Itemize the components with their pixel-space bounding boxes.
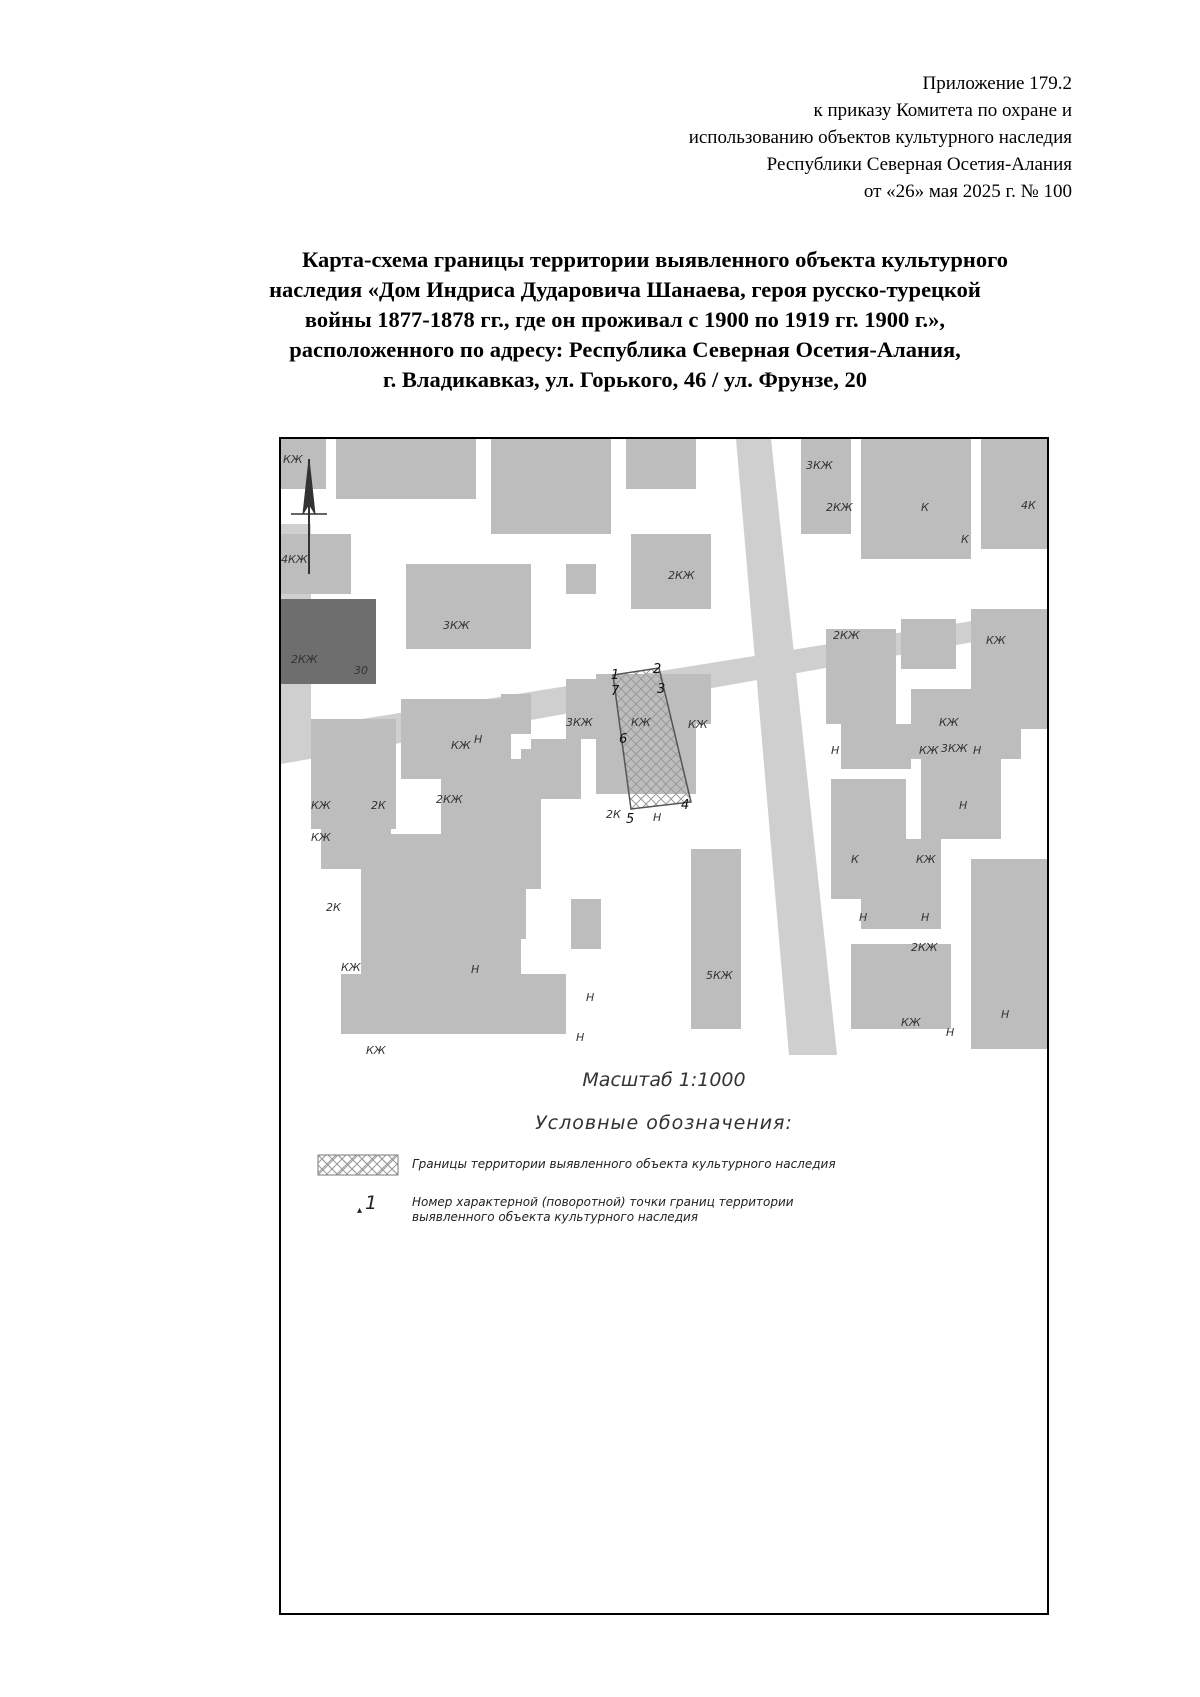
building-label: Н (859, 911, 868, 924)
boundary-point-label: 5 (626, 812, 635, 827)
header-line: к приказу Комитета по охране и (813, 100, 1072, 121)
building (681, 674, 711, 724)
building-label: 30 (354, 664, 368, 677)
building-label: Н (471, 963, 480, 976)
boundary-point-label: 4 (681, 798, 690, 813)
map-canvas[interactable] (281, 439, 1047, 1055)
building-label: 3КЖ (443, 619, 470, 632)
header-line: от «26» мая 2025 г. № 100 (863, 181, 1072, 202)
title-line: Карта-схема границы территории выявленного объекта культурного (301, 247, 1009, 272)
building (531, 459, 561, 489)
building-label: КЖ (311, 799, 331, 812)
legend-point-text (412, 1195, 794, 1225)
title-line: наследия «Дом Индриса Дударовича Шанаева, героя русско-турецкой (269, 277, 981, 302)
building-label: 3КЖ (566, 716, 593, 729)
title-line: расположенного по адресу: Республика Северная Осетия-Алания, (289, 337, 961, 362)
legend-title: Условные обозначения: (535, 1112, 793, 1134)
building-label: КЖ (986, 634, 1006, 647)
building (841, 724, 911, 769)
building (691, 849, 741, 1029)
appendix-header (372, 70, 1072, 205)
hatch-swatch-icon (317, 1154, 399, 1176)
boundary-point-label: 7 (611, 684, 620, 699)
building-label: КЖ (631, 716, 651, 729)
building (981, 439, 1047, 549)
building-label: Н (576, 1031, 585, 1044)
building-label: 2КЖ (668, 569, 695, 582)
legend-point-line: Номер характерной (поворотной) точки границ территории (412, 1195, 794, 1209)
building-label: КЖ (919, 744, 939, 757)
building-label: КЖ (901, 1016, 921, 1029)
header-line: Приложение 179.2 (922, 73, 1072, 94)
building-label: Н (946, 1026, 955, 1039)
building-label: Н (653, 811, 662, 824)
building-label: К (851, 853, 859, 866)
legend-point-number: 1 (365, 1192, 378, 1214)
legend-boundary-text: Границы территории выявленного объекта культурного наследия (412, 1157, 836, 1171)
boundary-point-label: 3 (657, 682, 666, 697)
boundary-point-label: 2 (653, 662, 662, 677)
building-label: 3КЖ (941, 742, 968, 755)
building-label: КЖ (283, 453, 303, 466)
building (566, 564, 596, 594)
building-label: КЖ (366, 1044, 386, 1055)
boundary-point-label: 1 (611, 668, 620, 683)
title-line: войны 1877-1878 гг., где он проживал с 1900 по 1919 гг. 1900 г.», (304, 307, 946, 332)
building-label: 2КЖ (833, 629, 860, 642)
building-label: КЖ (451, 739, 471, 752)
building-label: 3КЖ (806, 459, 833, 472)
building-label: Н (831, 744, 840, 757)
building-label: КЖ (311, 831, 331, 844)
building (531, 739, 581, 799)
building (446, 859, 526, 939)
building (571, 899, 601, 949)
building-label: КЖ (688, 718, 708, 731)
building-label: 2КЖ (826, 501, 853, 514)
building (801, 439, 851, 534)
header-line: использованию объектов культурного наследия (688, 127, 1072, 148)
building-label: 4К (1021, 499, 1036, 512)
building-label: К (961, 533, 969, 546)
header-line: Республики Северная Осетия-Алания (766, 154, 1072, 175)
building (901, 619, 956, 669)
building-label: 2КЖ (436, 793, 463, 806)
building-label: 4КЖ (281, 553, 308, 566)
legend-point-line: выявленного объекта культурного наследия (412, 1210, 699, 1224)
building-label: Н (973, 744, 982, 757)
building (826, 629, 896, 724)
point-marker-icon: ▴ (357, 1205, 363, 1216)
building-label: 2К (326, 901, 341, 914)
building-label: КЖ (341, 961, 361, 974)
building (861, 439, 971, 559)
document-title (150, 245, 1100, 395)
building-label: Н (1001, 1008, 1010, 1021)
building-label: 2К (606, 808, 621, 821)
building-label: 2КЖ (291, 653, 318, 666)
building-label: 5КЖ (706, 969, 733, 982)
map-scale: Масштаб 1:1000 (582, 1069, 746, 1091)
boundary-point-label: 6 (619, 732, 628, 747)
building-label: КЖ (916, 853, 936, 866)
building (341, 974, 566, 1034)
title-line: г. Владикавказ, ул. Горького, 46 / ул. Фрунзе, 20 (382, 367, 868, 392)
building (311, 719, 396, 829)
building (336, 439, 476, 499)
building-label: Н (474, 733, 483, 746)
building (406, 564, 531, 649)
building-label: Н (586, 991, 595, 1004)
building-label: Н (921, 911, 930, 924)
map-frame (279, 437, 1049, 1615)
building-label: Н (959, 799, 968, 812)
building-label: 2К (371, 799, 386, 812)
building-label: 2КЖ (911, 941, 938, 954)
building-label: К (921, 501, 929, 514)
building (626, 439, 696, 489)
building-label: КЖ (939, 716, 959, 729)
